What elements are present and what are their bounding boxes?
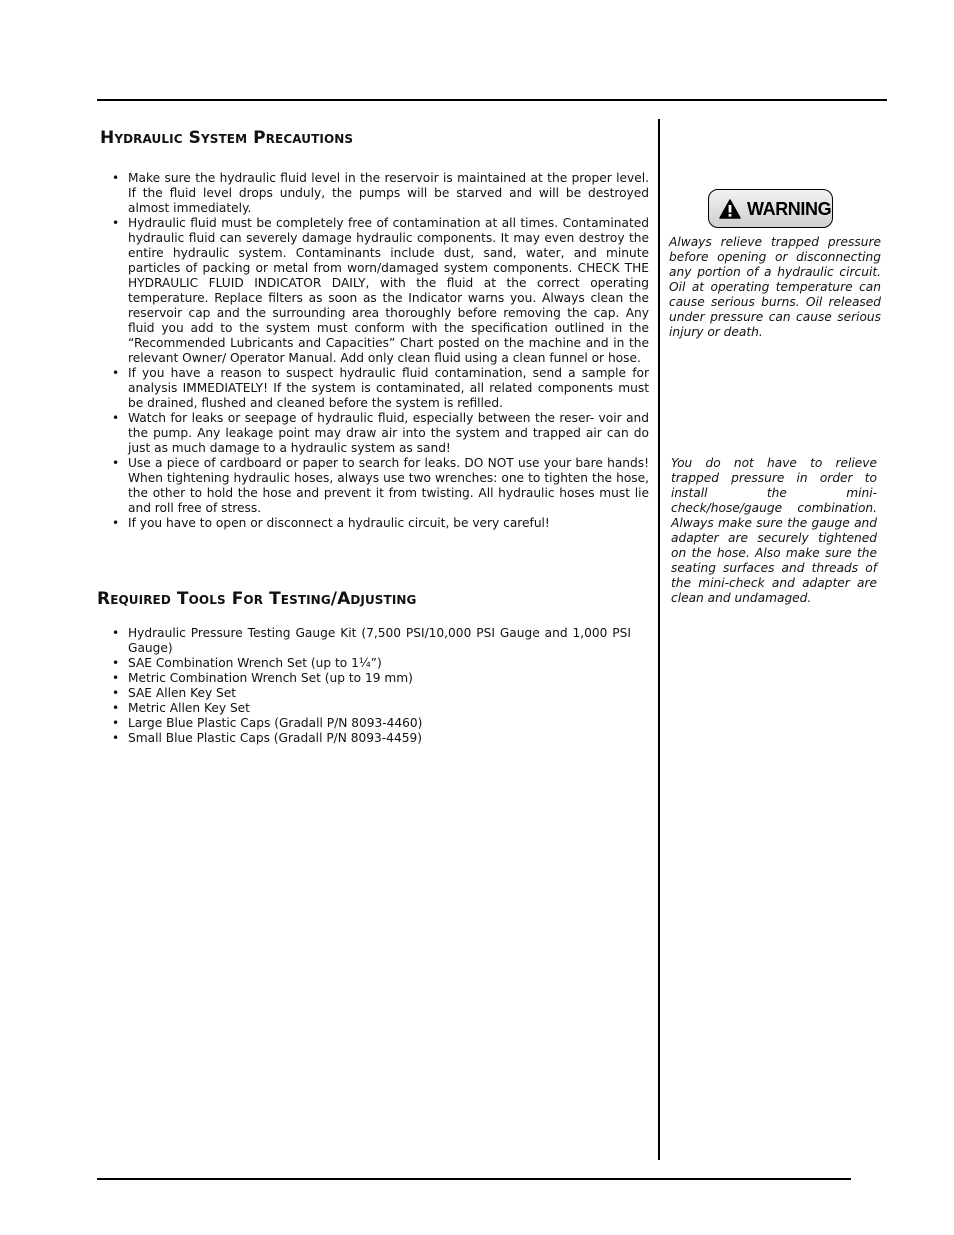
list-item [111, 411, 649, 456]
list-item [111, 686, 631, 701]
list-item-text: Metric Allen Key Set [128, 701, 250, 715]
header-rule [97, 99, 887, 101]
bullet-icon: • [112, 671, 120, 685]
list-item [111, 671, 631, 686]
list-item-text: If you have to open or disconnect a hydraulic circuit, be very careful! [128, 516, 550, 530]
bullet-icon: • [112, 701, 120, 715]
bullet-icon: • [112, 171, 120, 185]
list-item-text: Watch for leaks or seepage of hydraulic fluid, especially between the reser- voir and the pump. Any leakage point may draw air into the system and trapped air can do just as much damage to a hydraulic system as sand! [128, 411, 649, 455]
list-item-text: SAE Combination Wrench Set (up to 1¼”) [128, 656, 382, 670]
footer-rule [97, 1178, 851, 1180]
list-item-text: Metric Combination Wrench Set (up to 19 mm) [128, 671, 413, 685]
list-item [111, 171, 649, 216]
precautions-list [111, 171, 649, 531]
list-item-text: Large Blue Plastic Caps (Gradall P/N 8093-4460) [128, 716, 423, 730]
list-item-text: Small Blue Plastic Caps (Gradall P/N 8093-4459) [128, 731, 422, 745]
bullet-icon: • [112, 366, 120, 380]
list-item [111, 366, 649, 411]
bullet-icon: • [112, 656, 120, 670]
warning-label: WARNING [747, 199, 832, 219]
bullet-icon: • [112, 411, 120, 425]
list-item-text: Hydraulic Pressure Testing Gauge Kit (7,500 PSI/10,000 PSI Gauge and 1,000 PSI Gauge) [128, 626, 631, 655]
list-item-text: Hydraulic fluid must be completely free of contamination at all times. Contaminated hydraulic fluid can severely damage hydraulic components. It may even destroy the entire hydraulic system. Contaminants include dust, sand, water, and minute particles of packing or metal from worn/damaged system components. CHECK THE HYDRAULIC FLUID INDICATOR DAILY, with the fluid at the correct operating temperature. Replace filters as soon as the Indicator warns you. Always clean the reservoir cap and the surrounding area thoroughly before removing the cap. Any fluid you add to the system must conform with the specification outlined in the “Recommended Lubricants and Capacities” Chart posted on the machine and in the relevant Owner/ Operator Manual. Add only clean fluid using a clean funnel or hose. [128, 216, 649, 365]
bullet-icon: • [112, 731, 120, 745]
list-item [111, 516, 649, 531]
list-item-text: SAE Allen Key Set [128, 686, 237, 700]
bullet-icon: • [112, 516, 120, 530]
list-item [111, 716, 631, 731]
bullet-icon: • [112, 456, 120, 470]
list-item [111, 456, 649, 516]
list-item-text: If you have a reason to suspect hydraulic fluid contamination, send a sample for analysis IMMEDIATELY! If the system is contaminated, all related components must be drained, flushed and cleaned before the system is refilled. [128, 366, 649, 410]
section-title-precautions: Hydraulic System Precautions [100, 128, 354, 148]
column-divider [658, 119, 660, 1160]
list-item [111, 626, 631, 656]
list-item-text: Make sure the hydraulic fluid level in the reservoir is maintained at the proper level. If the fluid level drops unduly, the pumps will be starved and will be destroyed almost immediately. [128, 171, 649, 215]
list-item [111, 731, 631, 746]
warning-text: Always relieve trapped pressure before opening or disconnecting any portion of a hydraulic circuit. Oil at operating temperature can cause serious burns. Oil released under pressure can cause serious injury or death. [669, 235, 881, 339]
warning-badge [708, 189, 833, 228]
bullet-icon: • [112, 626, 120, 640]
list-item-text: Use a piece of cardboard or paper to search for leaks. DO NOT use your bare hands! When tightening hydraulic hoses, always use two wrenches: one to tighten the hose, the other to hold the hose and prevent it from twisting. All hydraulic hoses must lie and roll free of stress. [128, 456, 649, 515]
list-item [111, 701, 631, 716]
section-title-tools: Required Tools For Testing/Adjusting [97, 589, 417, 609]
warning-triangle-icon [719, 199, 741, 219]
list-item [111, 216, 649, 366]
bullet-icon: • [112, 686, 120, 700]
list-item [111, 656, 631, 671]
minicheck-note: You do not have to relieve trapped pressure in order to install the mini-check/hose/gauge combination. Always make sure the gauge and adapter are securely tightened on the hose. Also make sure the seating surfaces and threads of the mini-check and adapter are clean and undamaged. [671, 456, 877, 605]
bullet-icon: • [112, 216, 120, 230]
bullet-icon: • [112, 716, 120, 730]
tools-list [111, 626, 631, 746]
